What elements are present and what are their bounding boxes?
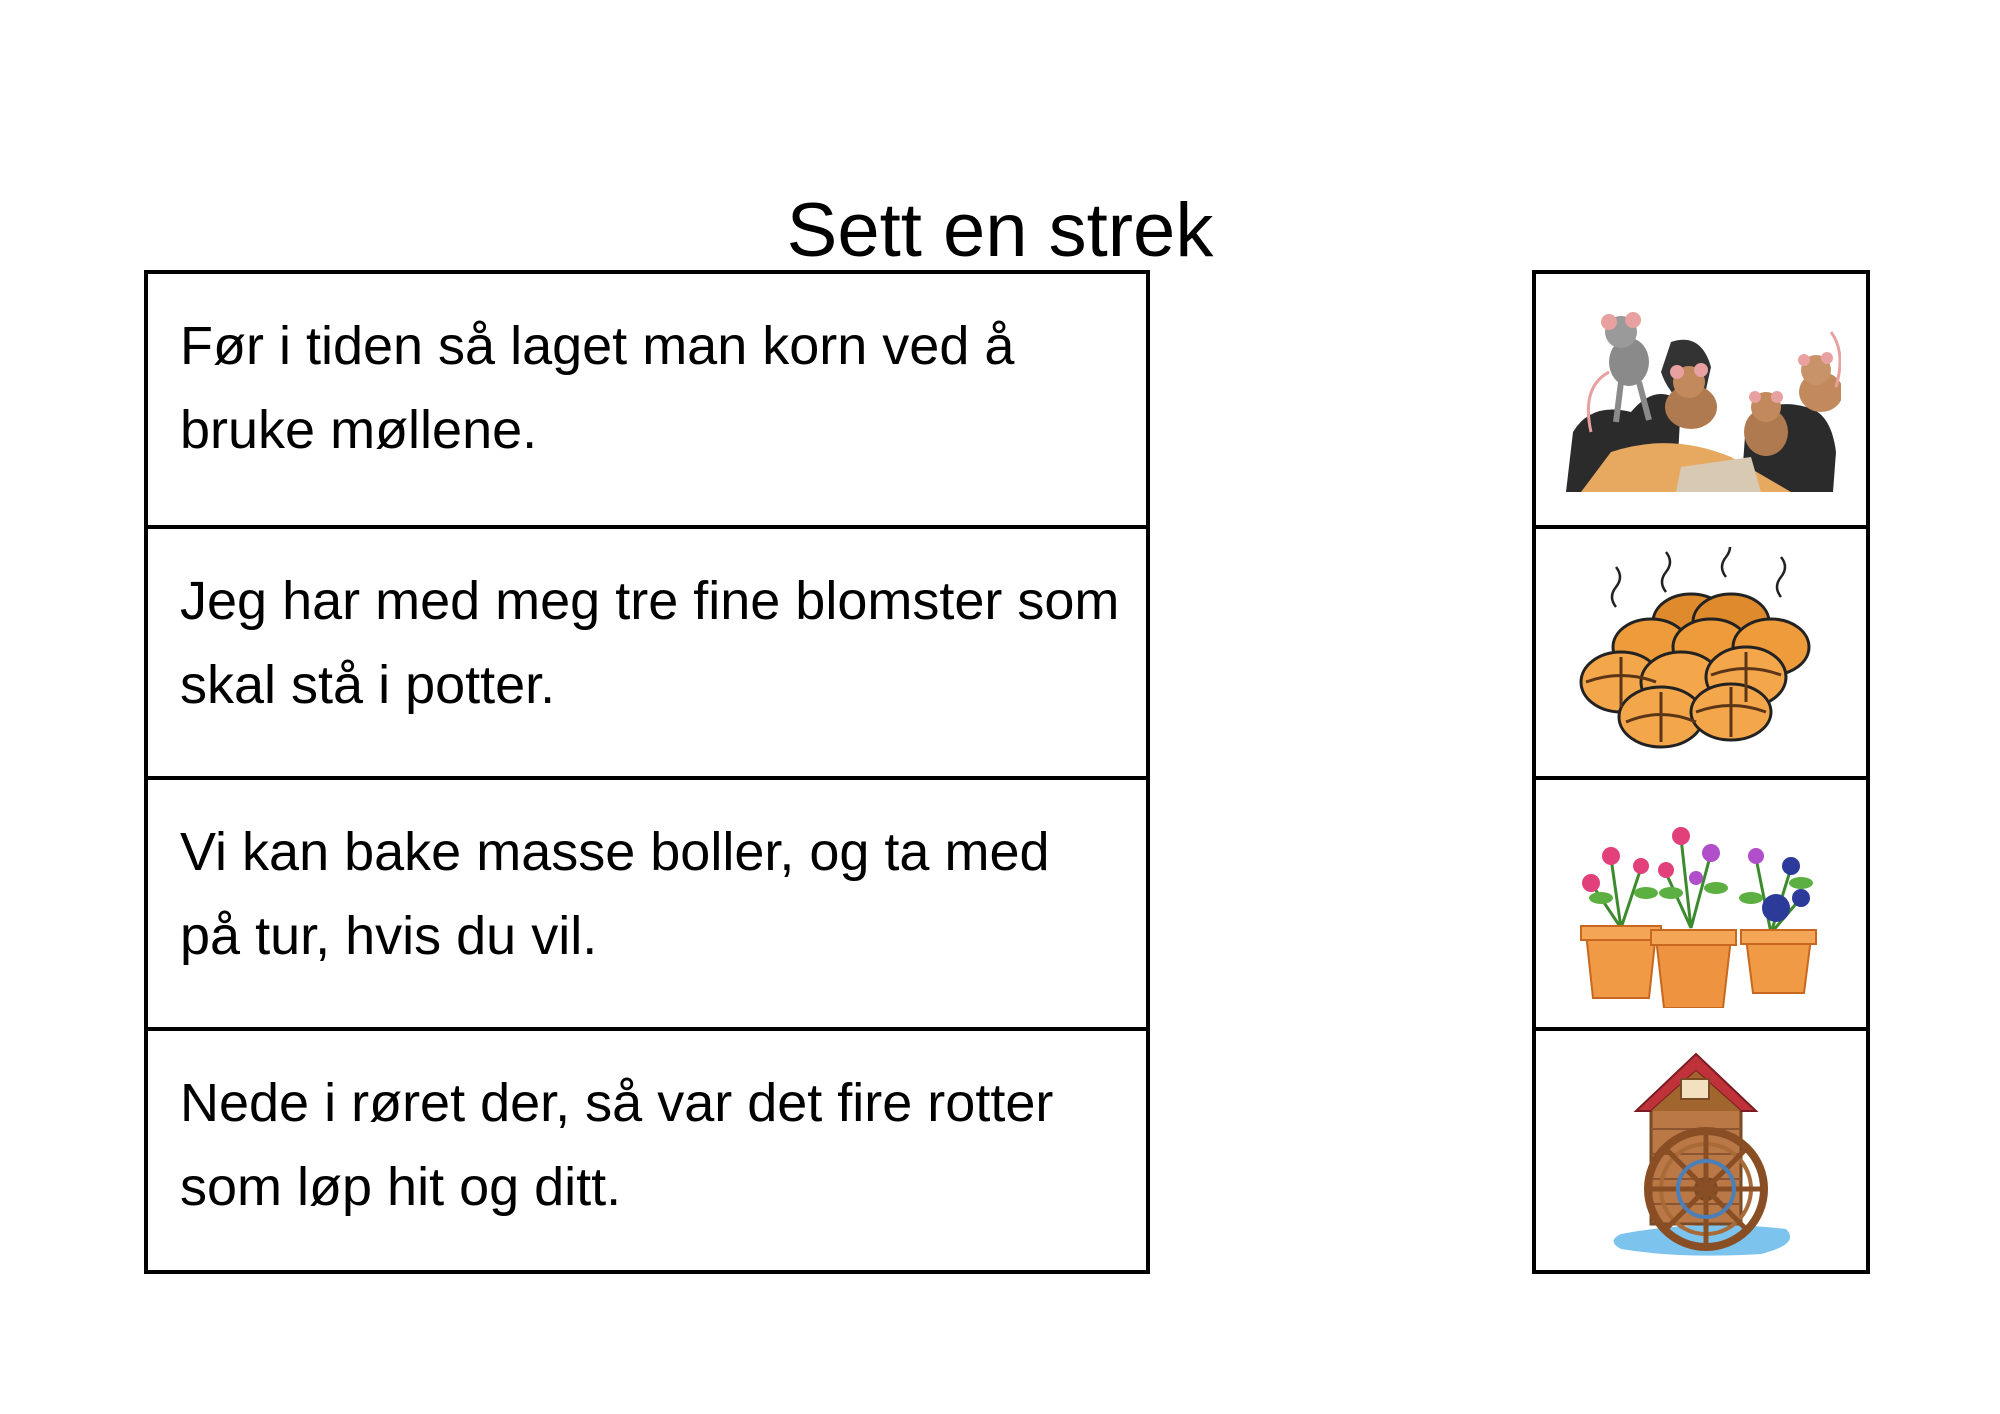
picture-cell-mill[interactable]: [1536, 1027, 1866, 1278]
sentence-text: Før i tiden så laget man korn ved å bruke møllene.: [180, 316, 1015, 460]
sentence-row[interactable]: [148, 1027, 1146, 1278]
picture-cell-flowers[interactable]: [1536, 776, 1866, 1027]
sentence-column: [144, 270, 1150, 1274]
picture-column: [1532, 270, 1870, 1274]
picture-cell-buns[interactable]: [1536, 525, 1866, 776]
water-mill-icon: [1561, 1049, 1841, 1259]
sentence-row[interactable]: [148, 776, 1146, 1027]
sentence-text: Vi kan bake masse boller, og ta med på tur, hvis du vil.: [180, 822, 1050, 966]
hot-buns-icon: [1561, 547, 1841, 757]
sentence-row[interactable]: [148, 525, 1146, 776]
sentence-text: Jeg har med meg tre fine blomster som skal stå i potter.: [180, 571, 1120, 715]
sentence-text: Nede i røret der, så var det fire rotter som løp hit og ditt.: [180, 1073, 1054, 1217]
page-title: Sett en strek: [786, 187, 1214, 273]
sentence-row[interactable]: [148, 274, 1146, 525]
flower-pots-icon: [1561, 798, 1841, 1008]
rats-on-trash-bags-icon: [1561, 292, 1841, 502]
picture-cell-rats[interactable]: [1536, 274, 1866, 525]
